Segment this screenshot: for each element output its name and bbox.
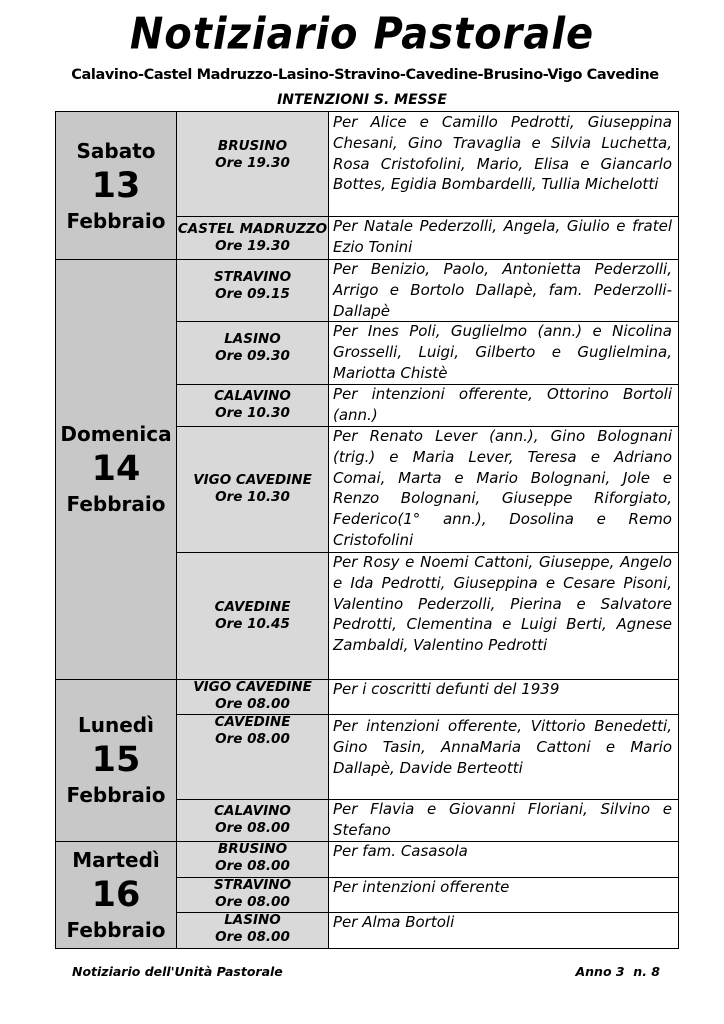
place-cell bbox=[177, 841, 329, 877]
row-divider bbox=[177, 552, 678, 553]
church-name: CAVEDINE bbox=[214, 598, 291, 615]
church-name: STRAVINO bbox=[213, 877, 292, 893]
church-name: CALAVINO bbox=[214, 803, 291, 819]
mass-time: Ore 08.00 bbox=[215, 696, 290, 712]
church-name: BRUSINO bbox=[217, 138, 288, 154]
day-cell-sunday bbox=[56, 259, 177, 679]
day-name: Martedì bbox=[72, 847, 160, 872]
church-name: CAVEDINE bbox=[214, 714, 291, 730]
row-divider bbox=[177, 877, 678, 878]
mass-time: Ore 08.00 bbox=[215, 929, 290, 945]
row-divider bbox=[177, 799, 678, 800]
day-number: 16 bbox=[91, 874, 141, 915]
mass-time: Ore 10.30 bbox=[215, 405, 290, 421]
place-cell bbox=[177, 259, 329, 321]
masthead-subtitle: Calavino-Castel Madruzzo-Lasino-Stravino-Cavedine-Brusino-Vigo Cavedine bbox=[71, 67, 659, 83]
church-name: CASTEL MADRUZZO bbox=[177, 220, 328, 237]
mass-intentions-table bbox=[55, 111, 679, 949]
row-divider bbox=[177, 912, 678, 913]
day-cell-saturday bbox=[56, 112, 177, 259]
footer-publication: Notiziario dell'Unità Pastorale bbox=[72, 964, 283, 979]
day-cell-tuesday bbox=[56, 841, 177, 948]
day-number: 14 bbox=[91, 449, 141, 489]
intention-text: Per Renato Lever (ann.), Gino Bolognani (trig.) e Maria Lever, Teresa e Adriano Comai, Marta e Mario Bolognani, Jole e Renzo Bolognani, Giuseppe Riforgiato, Federico(1° ann.), Dosolina e Remo Cristofolini bbox=[333, 427, 672, 549]
day-month: Febbraio bbox=[66, 492, 166, 516]
mass-time: Ore 08.00 bbox=[215, 820, 290, 836]
place-cell bbox=[177, 877, 329, 912]
place-cell bbox=[177, 426, 329, 552]
mass-time: Ore 08.00 bbox=[215, 858, 290, 874]
intention-text: Per Natale Pederzolli, Angela, Giulio e fratel Ezio Tonini bbox=[333, 217, 672, 256]
day-month: Febbraio bbox=[66, 208, 166, 233]
place-cell bbox=[177, 321, 329, 384]
mass-time: Ore 10.30 bbox=[215, 489, 290, 505]
place-cell bbox=[177, 216, 329, 259]
mass-time: Ore 10.45 bbox=[215, 615, 290, 632]
day-month: Febbraio bbox=[66, 917, 166, 942]
church-name: VIGO CAVEDINE bbox=[193, 472, 312, 488]
church-name: STRAVINO bbox=[213, 269, 292, 285]
day-divider bbox=[56, 841, 678, 842]
intention-text: Per Ines Poli, Guglielmo (ann.) e Nicolina Grosselli, Luigi, Gilberto e Guglielmina, Mariotta Chistè bbox=[333, 322, 672, 382]
day-divider bbox=[56, 679, 678, 680]
day-number: 15 bbox=[91, 740, 141, 780]
footer-issue: Anno 3 n. 8 bbox=[575, 964, 660, 979]
place-cell bbox=[177, 384, 329, 426]
day-cell-monday bbox=[56, 679, 177, 841]
intention-text: Per Flavia e Giovanni Floriani, Silvino e Stefano bbox=[333, 800, 672, 839]
place-cell bbox=[177, 714, 329, 799]
row-divider bbox=[177, 714, 678, 715]
intention-text: Per Benizio, Paolo, Antonietta Pederzolli, Arrigo e Bortolo Dallapè, fam. Pederzolli-Dallapè bbox=[333, 260, 672, 320]
row-divider bbox=[177, 216, 678, 217]
mass-time: Ore 08.00 bbox=[215, 894, 290, 910]
mass-time: Ore 19.30 bbox=[215, 155, 290, 171]
section-heading: INTENZIONI S. MESSE bbox=[277, 92, 447, 108]
mass-time: Ore 19.30 bbox=[215, 237, 290, 254]
intention-text: Per Rosy e Noemi Cattoni, Giuseppe, Angelo e Ida Pedrotti, Giuseppina e Cesare Pisoni, Valentino Pederzolli, Pierina e Salvatore Pedrotti, Clementina e Luigi Berti, Agnese Zambaldi, Valentino Pedrotti bbox=[333, 553, 672, 655]
place-cell bbox=[177, 679, 329, 714]
intention-text: Per intenzioni offerente, Ottorino Bortoli (ann.) bbox=[333, 385, 672, 424]
day-name: Sabato bbox=[76, 138, 156, 163]
church-name: LASINO bbox=[224, 912, 281, 928]
intention-text: Per Alice e Camillo Pedrotti, Giuseppina Chesani, Gino Travaglia e Silvia Luchetta, Rosa Cristofolini, Mario, Elisa e Giancarlo Bottes, Egidia Bombardelli, Tullia Michelotti bbox=[333, 113, 672, 194]
intention-text: Per i coscritti defunti del 1939 bbox=[333, 680, 560, 698]
day-number: 13 bbox=[91, 165, 141, 206]
row-divider bbox=[177, 384, 678, 385]
place-cell bbox=[177, 912, 329, 948]
masthead-title: Notiziario Pastorale bbox=[129, 8, 595, 60]
intention-text: Per fam. Casasola bbox=[333, 842, 468, 860]
day-name: Lunedì bbox=[78, 713, 154, 737]
church-name: LASINO bbox=[224, 331, 281, 347]
mass-time: Ore 08.00 bbox=[215, 731, 290, 747]
church-name: VIGO CAVEDINE bbox=[193, 679, 312, 695]
row-divider bbox=[177, 426, 678, 427]
place-cell bbox=[177, 112, 329, 216]
intention-text: Per Alma Bortoli bbox=[333, 913, 455, 931]
church-name: BRUSINO bbox=[217, 841, 288, 857]
day-month: Febbraio bbox=[66, 783, 166, 807]
place-cell bbox=[177, 799, 329, 841]
mass-time: Ore 09.30 bbox=[215, 348, 290, 364]
place-cell bbox=[177, 552, 329, 679]
intention-text: Per intenzioni offerente bbox=[333, 878, 510, 896]
mass-time: Ore 09.15 bbox=[215, 286, 290, 302]
day-divider bbox=[56, 259, 678, 260]
intention-text: Per intenzioni offerente, Vittorio Benedetti, Gino Tasin, AnnaMaria Cattoni e Mario Dallapè, Davide Berteotti bbox=[333, 717, 672, 777]
row-divider bbox=[177, 321, 678, 322]
church-name: CALAVINO bbox=[214, 388, 291, 404]
day-name: Domenica bbox=[60, 422, 172, 446]
